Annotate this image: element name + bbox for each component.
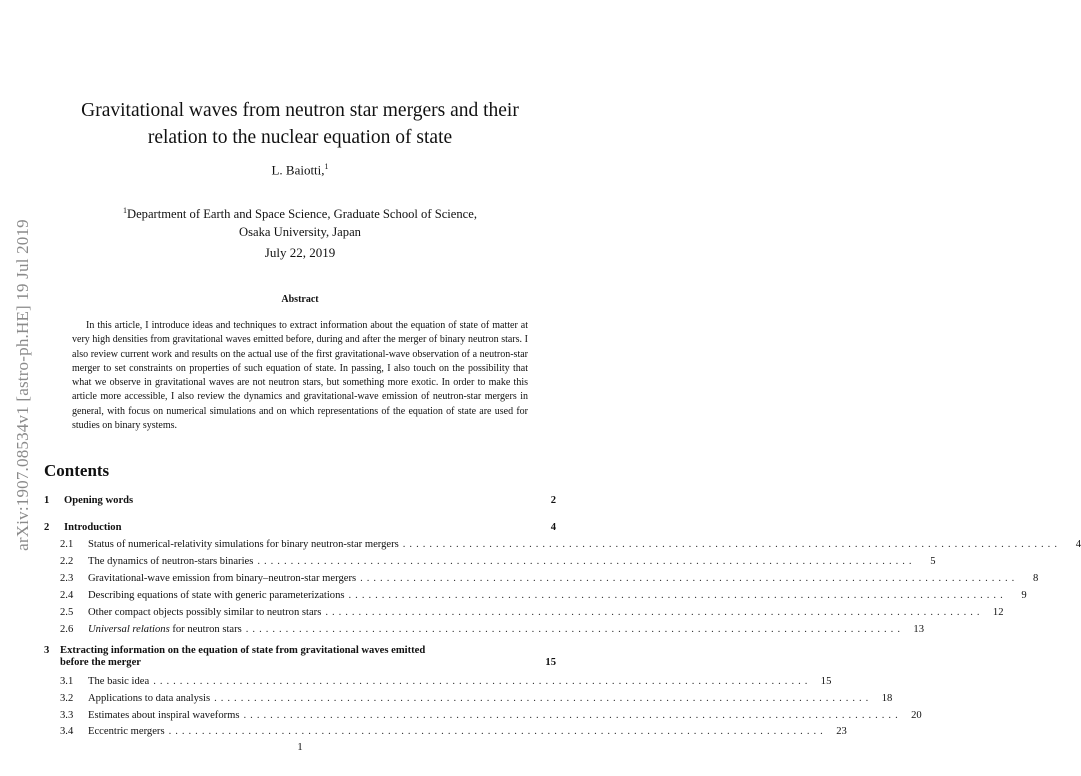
toc-title-line-1: Extracting information on the equation of state from gravitational waves emitted xyxy=(60,645,426,656)
toc-entry-2-1[interactable] xyxy=(44,539,1081,550)
toc-number: 2.6 xyxy=(60,624,74,635)
toc-number: 3.2 xyxy=(60,693,74,704)
toc-leader: ................................................................................................... xyxy=(245,624,904,635)
toc-title: Estimates about inspiral waveforms xyxy=(88,710,240,721)
toc-entry-section-3[interactable] xyxy=(44,645,556,668)
toc-number: 3.3 xyxy=(60,710,74,721)
toc-leader: ................................................................................................... xyxy=(214,693,873,704)
toc-entry-2-2[interactable] xyxy=(44,556,936,567)
author-name: L. Baiotti, xyxy=(271,162,325,178)
toc-page: 13 xyxy=(913,624,924,635)
toc-title: Introduction xyxy=(64,522,122,533)
toc-title: The dynamics of neutron-stars binaries xyxy=(88,556,254,567)
toc-number: 3.4 xyxy=(60,726,74,737)
toc-title-emphasis: Universal relations xyxy=(88,624,170,635)
toc-leader: ................................................................................................... xyxy=(168,726,827,737)
toc-page: 4 xyxy=(550,522,556,533)
toc-entry-3-2[interactable] xyxy=(44,693,893,704)
toc-leader: ................................................................................................... xyxy=(402,539,1061,550)
affiliation-line-2: Osaka University, Japan xyxy=(239,225,361,240)
toc-title: Describing equations of state with generic parameterizations xyxy=(88,590,345,601)
toc-page: 15 xyxy=(545,657,556,668)
contents-heading: Contents xyxy=(44,461,110,480)
toc-leader: ................................................................................................... xyxy=(325,607,984,618)
toc-number: 2.4 xyxy=(60,590,74,601)
toc-entry-section-2[interactable] xyxy=(44,522,556,533)
toc-title: The basic idea xyxy=(88,676,150,687)
title-line-2: relation to the nuclear equation of state xyxy=(147,127,453,148)
toc-page: 5 xyxy=(930,556,936,567)
toc-number: 2.5 xyxy=(60,607,74,618)
toc-number: 2.1 xyxy=(60,539,74,550)
toc-title: Gravitational-wave emission from binary–neutron-star mergers xyxy=(88,573,357,584)
toc-entry-2-3[interactable] xyxy=(44,573,1039,584)
abstract-body: In this article, I introduce ideas and techniques to extract information about the equation of state of matter at very high densities from gravitational waves emitted before, during and after the merger of binary neutron stars. I also review current work and results on the actual use of the first gravitational-wave observation of a neutron-star merger to set constraints on properties of such equation of state. In passing, I also touch on the possibility that what we observe in gravitational waves are not neutron stars, but something more exotic. In order to make this article more accessible, I also review the dynamics and gravitational-wave emission of neutron-star mergers in general, with focus on numerical simulations and on which representations of the equation of state are used for studies on binary systems. xyxy=(72,320,528,432)
author-line xyxy=(0,162,600,178)
page-number: 1 xyxy=(297,741,303,753)
affiliation-superscript: 1 xyxy=(122,206,127,215)
toc-number: 3.1 xyxy=(60,676,74,687)
toc-leader: ................................................................................................... xyxy=(257,556,916,567)
toc-number: 1 xyxy=(44,495,50,506)
author-superscript: 1 xyxy=(324,162,329,171)
toc-leader: ................................................................................................... xyxy=(360,573,1019,584)
toc-entry-2-5[interactable] xyxy=(44,607,1004,618)
abstract-heading: Abstract xyxy=(281,294,319,305)
toc-title-rest: for neutron stars xyxy=(169,624,242,635)
toc-page: 4 xyxy=(1075,539,1081,550)
toc-title xyxy=(88,624,242,635)
toc-number: 3 xyxy=(44,645,50,656)
toc-page: 12 xyxy=(992,607,1004,618)
toc-page: 18 xyxy=(881,693,893,704)
toc-entry-2-6[interactable] xyxy=(44,624,924,635)
affiliation xyxy=(60,202,540,241)
toc-leader: ................................................................................................... xyxy=(348,590,1007,601)
toc-entry-2-4[interactable] xyxy=(44,590,1027,601)
toc-page: 8 xyxy=(1033,573,1039,584)
toc-title: Other compact objects possibly similar to neutron stars xyxy=(88,607,322,618)
toc-page: 20 xyxy=(911,710,922,721)
arxiv-identifier: arXiv:1907.08534v1 [astro-ph.HE] 19 Jul 2019 xyxy=(13,219,32,551)
toc-entry-3-4[interactable] xyxy=(44,726,847,737)
toc-page: 2 xyxy=(550,495,556,506)
toc-page: 23 xyxy=(836,726,847,737)
affiliation-line-1: Department of Earth and Space Science, Graduate School of Science, xyxy=(126,207,478,222)
toc-leader: ................................................................................................... xyxy=(243,710,902,721)
toc-entry-section-1[interactable] xyxy=(44,495,556,506)
toc-leader: ................................................................................................... xyxy=(153,676,812,687)
toc-number: 2.2 xyxy=(60,556,74,567)
toc-title: Applications to data analysis xyxy=(88,693,211,704)
toc-title-line-2: before the merger xyxy=(60,657,141,668)
paper-title xyxy=(60,97,540,151)
toc-entry-3-3[interactable] xyxy=(44,710,922,721)
title-line-1: Gravitational waves from neutron star mergers and their xyxy=(81,100,519,121)
toc-number: 2.3 xyxy=(60,573,74,584)
paper-date: July 22, 2019 xyxy=(264,245,336,260)
toc-page: 9 xyxy=(1021,590,1027,601)
toc-entry-3-1[interactable] xyxy=(44,676,832,687)
toc-number: 2 xyxy=(44,522,50,533)
toc-title: Eccentric mergers xyxy=(88,726,165,737)
toc-page: 15 xyxy=(820,676,832,687)
toc-title: Status of numerical-relativity simulations for binary neutron-star mergers xyxy=(88,539,399,550)
toc-title: Opening words xyxy=(64,495,134,506)
